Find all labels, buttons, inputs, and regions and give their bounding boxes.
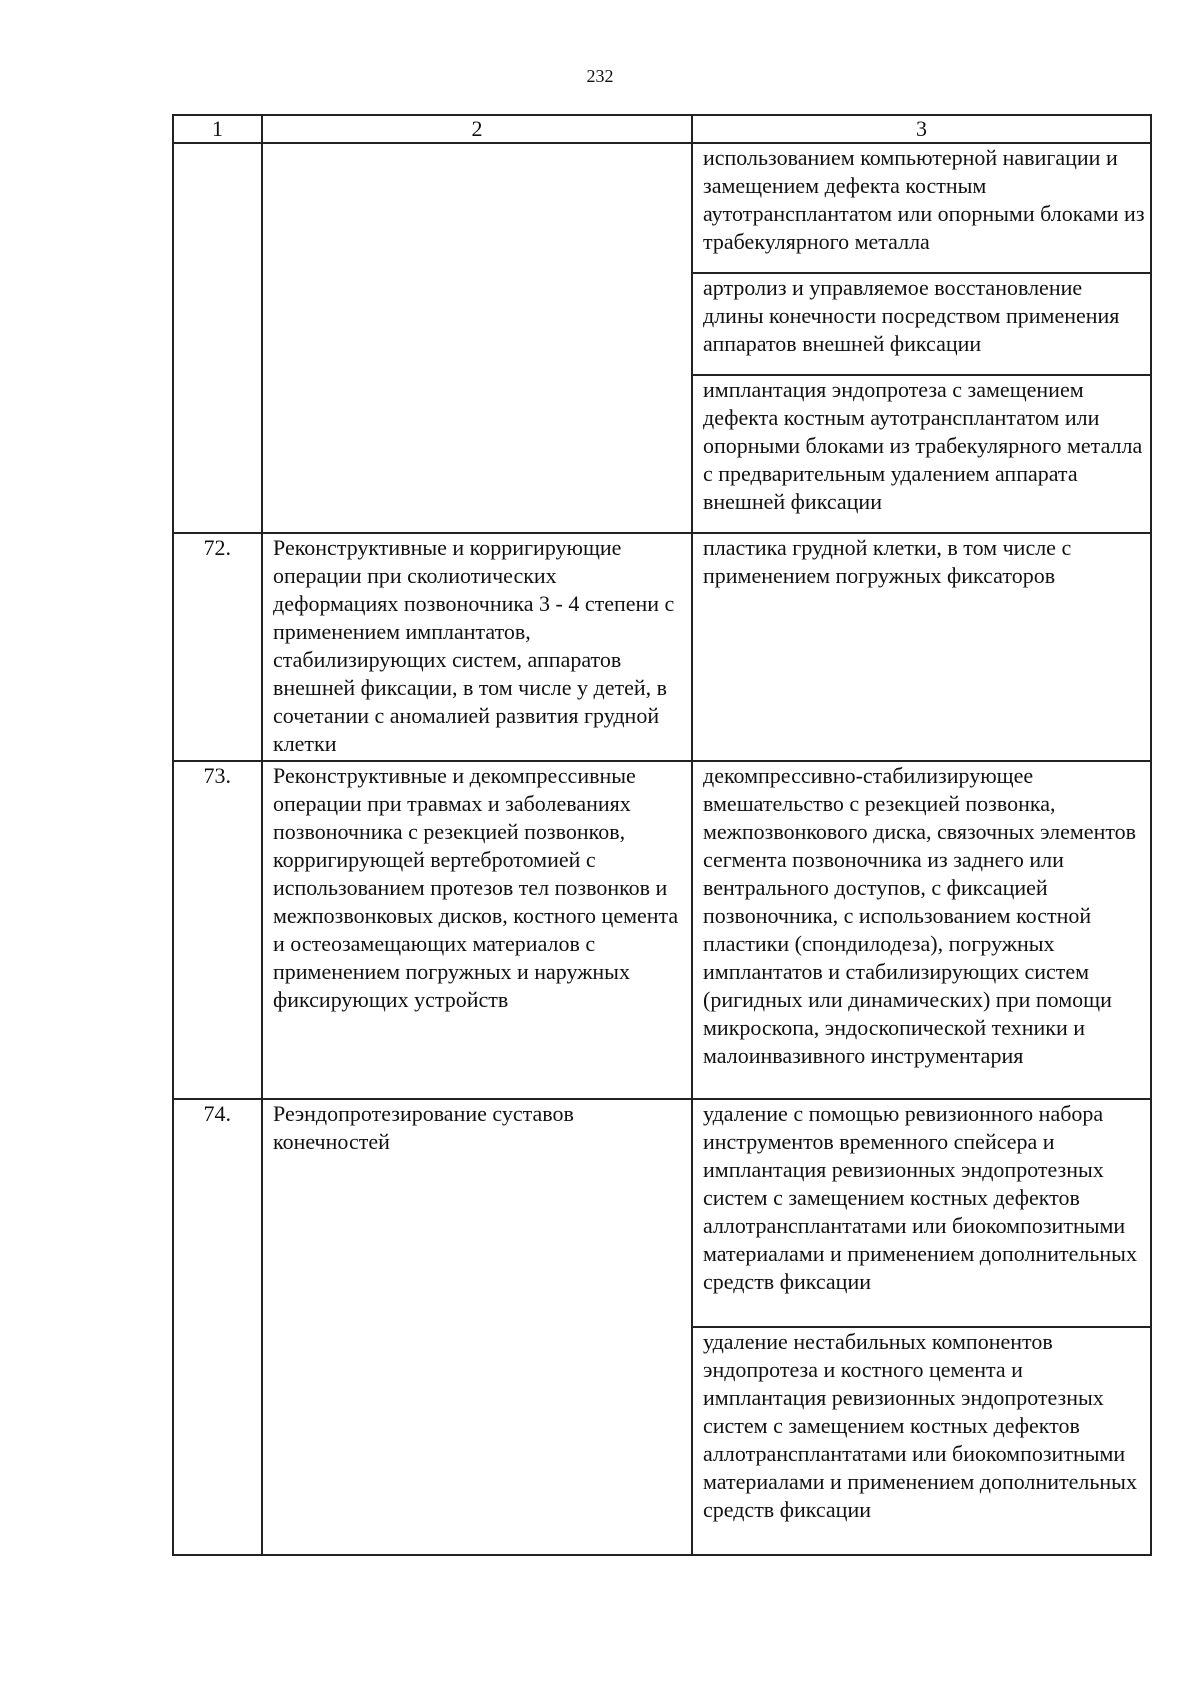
row-number-cell: 72. [173,533,262,761]
method-text: удаление с помощью ревизионного набора инструментов временного спейсера и имплантация ревизионных эндопротезных систем с замещением костных дефектов аллотрансплантатами или биокомпозитными материалами и применением дополнительных средств фиксации [703,1101,1137,1294]
row-number-cell: 73. [173,761,262,1099]
table-row [173,533,1151,761]
row-name-cell: Реконструктивные и корригирующие операции при сколиотических деформациях позвоночника 3 - 4 степени с применением имплантатов, стабилизирующих систем, аппаратов внешней фиксации, в том числе у детей, в сочетании с аномалией развития грудной клетки [262,533,692,761]
method-text: имплантация эндопротеза с замещением дефекта костным аутотрансплантатом или опорными блоками из трабекулярного металла с предварительным удалением аппарата внешней фиксации [703,377,1143,514]
table-row [173,1099,1151,1327]
method-cell [692,143,1151,273]
page-number: 232 [586,66,614,86]
method-text: удаление нестабильных компонентов эндопротеза и костного цемента и имплантация ревизионных эндопротезных систем с замещением костных дефектов аллотрансплантатами или биокомпозитными материалами и применением дополнительных средств фиксации [703,1329,1137,1522]
method-cell [692,761,1151,1099]
row-name-cell: Реконструктивные и декомпрессивные операции при травмах и заболеваниях позвоночника с резекцией позвонков, корригирующей вертебротомией с использованием протезов тел позвонков и межпозвонковых дисков, костного цемента и остеозамещающих материалов с применением погружных и наружных фиксирующих устройств [262,761,692,1099]
method-text: пластика грудной клетки, в том числе с применением погружных фиксаторов [703,535,1072,588]
method-cell [692,273,1151,375]
method-cell [692,533,1151,761]
method-cell [692,1327,1151,1555]
method-text: артролиз и управляемое восстановление длины конечности посредством применения аппаратов внешней фиксации [703,275,1120,356]
method-text: использованием компьютерной навигации и замещением дефекта костным аутотрансплантатом или опорными блоками из трабекулярного металла [703,145,1145,254]
row-number-cell: 74. [173,1099,262,1555]
method-cell [692,1099,1151,1327]
row-name-cell [262,143,692,533]
table-row [173,143,1151,273]
row-number-cell [173,143,262,533]
method-text: декомпрессивно-стабилизирующее вмешательство с резекцией позвонка, межпозвонкового диска, связочных элементов сегмента позвоночника из заднего или вентрального доступов, с фиксацией позвоночника, с использованием костной пластики (спондилодеза), погружных имплантатов и стабилизирующих систем (ригидных или динамических) при помощи микроскопа, эндоскопической техники и малоинвазивного инструментария [703,763,1137,1068]
table-row [173,761,1151,1099]
method-cell [692,375,1151,533]
services-table [172,114,1152,1556]
row-name-cell: Реэндопротезирование суставов конечностей [262,1099,692,1555]
column-header-2: 2 [262,115,692,143]
column-header-3: 3 [692,115,1151,143]
column-header-1: 1 [173,115,262,143]
table-header-row [173,115,1151,143]
